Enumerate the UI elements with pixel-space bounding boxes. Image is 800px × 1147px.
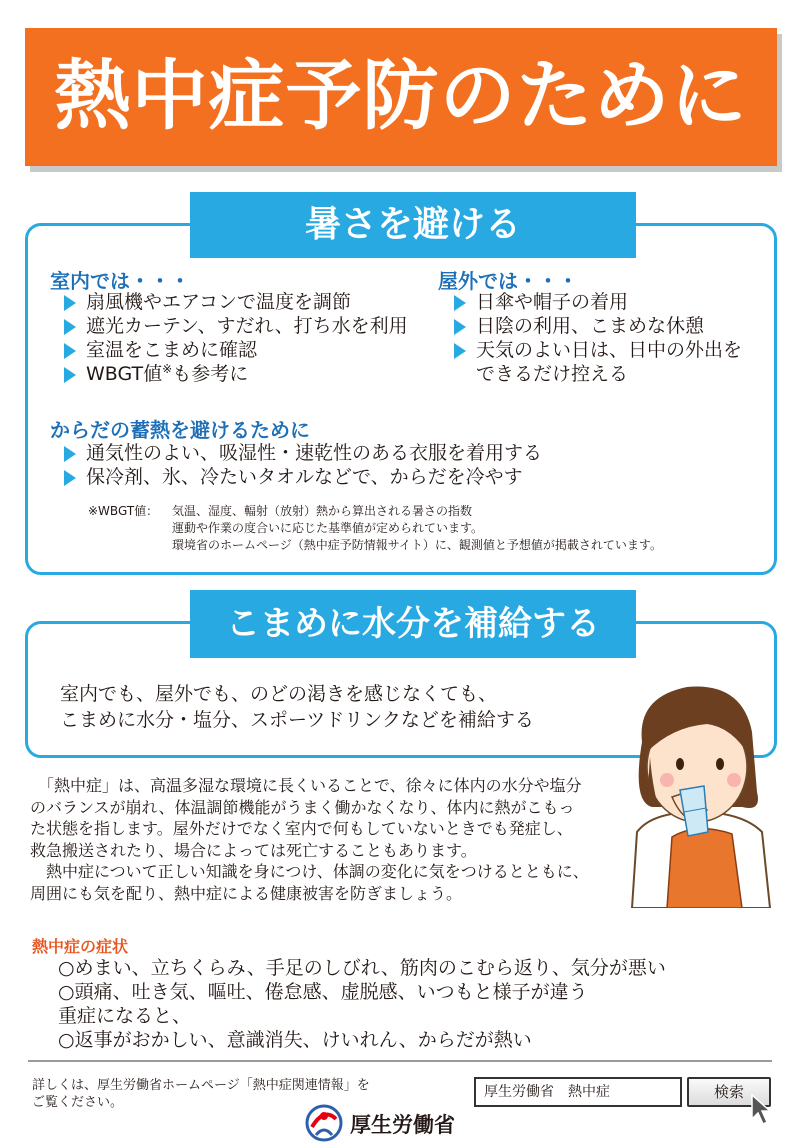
- indoor-list: [60, 290, 408, 386]
- ministry-name: 厚生労働省: [350, 1113, 455, 1137]
- symptoms-heading: 熱中症の症状: [32, 937, 129, 956]
- cursor-icon: [750, 1093, 778, 1127]
- list-item: 天気のよい日は、日中の外出を できるだけ控える: [450, 338, 742, 386]
- triangle-bullet-icon: [64, 343, 76, 359]
- body-heat-heading: からだの蓄熱を避けるために: [50, 418, 310, 442]
- list-item: 重症になると、: [58, 1005, 192, 1027]
- note-mark: ※: [162, 362, 173, 376]
- list-item: WBGT値※も参考に: [60, 362, 408, 386]
- list-item: 室温をこまめに確認: [60, 338, 408, 362]
- title-banner: [25, 28, 777, 166]
- list-item: 扇風機やエアコンで温度を調節: [60, 290, 408, 314]
- ministry-logo-icon: [304, 1103, 344, 1143]
- hydration-text: 室内でも、屋外でも、のどの渇きを感じなくても、 こまめに水分・塩分、スポーツドリンクなどを補給する: [60, 683, 534, 731]
- triangle-bullet-icon: [64, 319, 76, 335]
- list-item: ○返事がおかしい、意識消失、けいれん、からだが熱い: [58, 1029, 532, 1051]
- triangle-bullet-icon: [64, 367, 76, 383]
- triangle-bullet-icon: [64, 295, 76, 311]
- details-text: 詳しくは、厚生労働省ホームページ「熱中症関連情報」を ご覧ください。: [32, 1078, 370, 1110]
- symptoms-list: [58, 956, 666, 1052]
- triangle-bullet-icon: [454, 343, 466, 359]
- page-title: 熱中症予防のために: [54, 51, 748, 140]
- list-item: ○めまい、立ちくらみ、手足のしびれ、筋肉のこむら返り、気分が悪い: [58, 957, 666, 979]
- triangle-bullet-icon: [454, 295, 466, 311]
- triangle-bullet-icon: [64, 470, 76, 486]
- avoid-heat-banner: 暑さを避ける: [190, 192, 636, 258]
- indoor-heading: 室内では・・・: [50, 269, 190, 293]
- search-button[interactable]: 検索: [687, 1077, 771, 1107]
- wbgt-footnote: ※WBGT値： 気温、湿度、輻射（放射）熱から算出される暑さの指数 運動や作業の度合いに応じた基準値が定められています。 環境省のホームページ（熱中症予防情報サイト）に、観測値と予想値が掲載されています。: [88, 504, 662, 552]
- list-item: 遮光カーテン、すだれ、打ち水を利用: [60, 314, 408, 338]
- list-item: 日傘や帽子の着用: [450, 290, 742, 314]
- list-item: 日陰の利用、こまめな休憩: [450, 314, 742, 338]
- hydration-banner: こまめに水分を補給する: [190, 590, 636, 658]
- footer-divider: [28, 1060, 772, 1062]
- outdoor-list: [450, 290, 742, 386]
- girl-drinking-illustration: [612, 672, 782, 908]
- triangle-bullet-icon: [454, 319, 466, 335]
- search-input[interactable]: 厚生労働省 熱中症: [474, 1077, 682, 1107]
- triangle-bullet-icon: [64, 446, 76, 462]
- body-heat-list: [60, 441, 542, 489]
- list-item: 保冷剤、氷、冷たいタオルなどで、からだを冷やす: [60, 465, 542, 489]
- outdoor-heading: 屋外では・・・: [438, 269, 578, 293]
- list-item: ○頭痛、吐き気、嘔吐、倦怠感、虚脱感、いつもと様子が違う: [58, 981, 588, 1003]
- heatstroke-description: 「熱中症」は、高温多湿な環境に長くいることで、徐々に体内の水分や塩分 のバランスが崩れ、体温調節機能がうまく働かなくなり、体内に熱がこもっ た状態を指します。屋外だけでなく室内で何もしていないときでも発症し、 救急搬送されたり、場合によっては死亡することもあります。 熱中症について正しい知識を身につけ、体調の変化に気をつけるとともに、 周囲にも気を配り、熱中症による健康被害を防ぎましょう。: [30, 776, 589, 903]
- list-item: 通気性のよい、吸湿性・速乾性のある衣服を着用する: [60, 441, 542, 465]
